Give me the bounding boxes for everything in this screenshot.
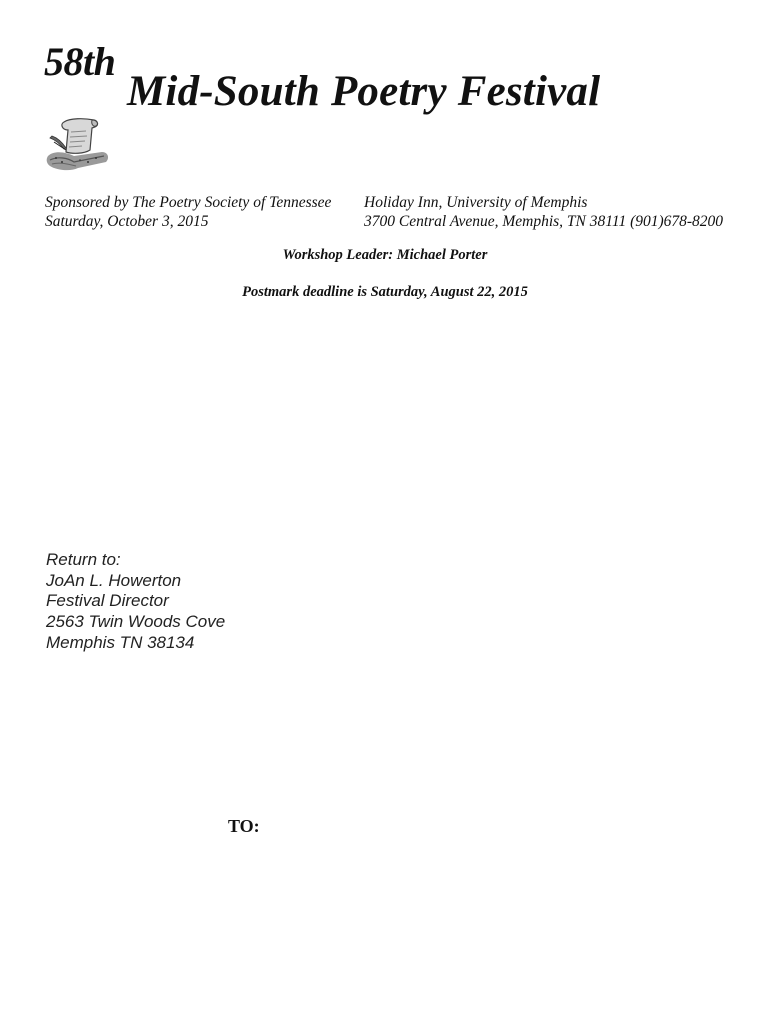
return-label: Return to: — [46, 550, 121, 569]
scroll-quill-icon — [44, 112, 112, 178]
sponsor-text: Sponsored by The Poetry Society of Tennessee — [45, 194, 332, 211]
venue-address: 3700 Central Avenue, Memphis, TN 38111 (901)678-8200 — [364, 213, 724, 230]
return-address — [46, 550, 225, 654]
event-date: Saturday, October 3, 2015 — [45, 213, 209, 230]
edition-number: 58th — [44, 39, 116, 84]
venue-name: Holiday Inn, University of Memphis — [364, 194, 588, 211]
postmark-deadline: Postmark deadline is Saturday, August 22, 2015 — [242, 284, 528, 300]
festival-title: Mid-South Poetry Festival — [127, 68, 601, 115]
return-city: Memphis TN 38134 — [46, 632, 195, 652]
return-name: JoAn L. Howerton — [46, 570, 182, 590]
return-street: 2563 Twin Woods Cove — [46, 612, 226, 632]
return-role: Festival Director — [46, 591, 169, 611]
workshop-leader: Workshop Leader: Michael Porter — [282, 247, 488, 263]
to-label: TO: — [228, 816, 260, 836]
